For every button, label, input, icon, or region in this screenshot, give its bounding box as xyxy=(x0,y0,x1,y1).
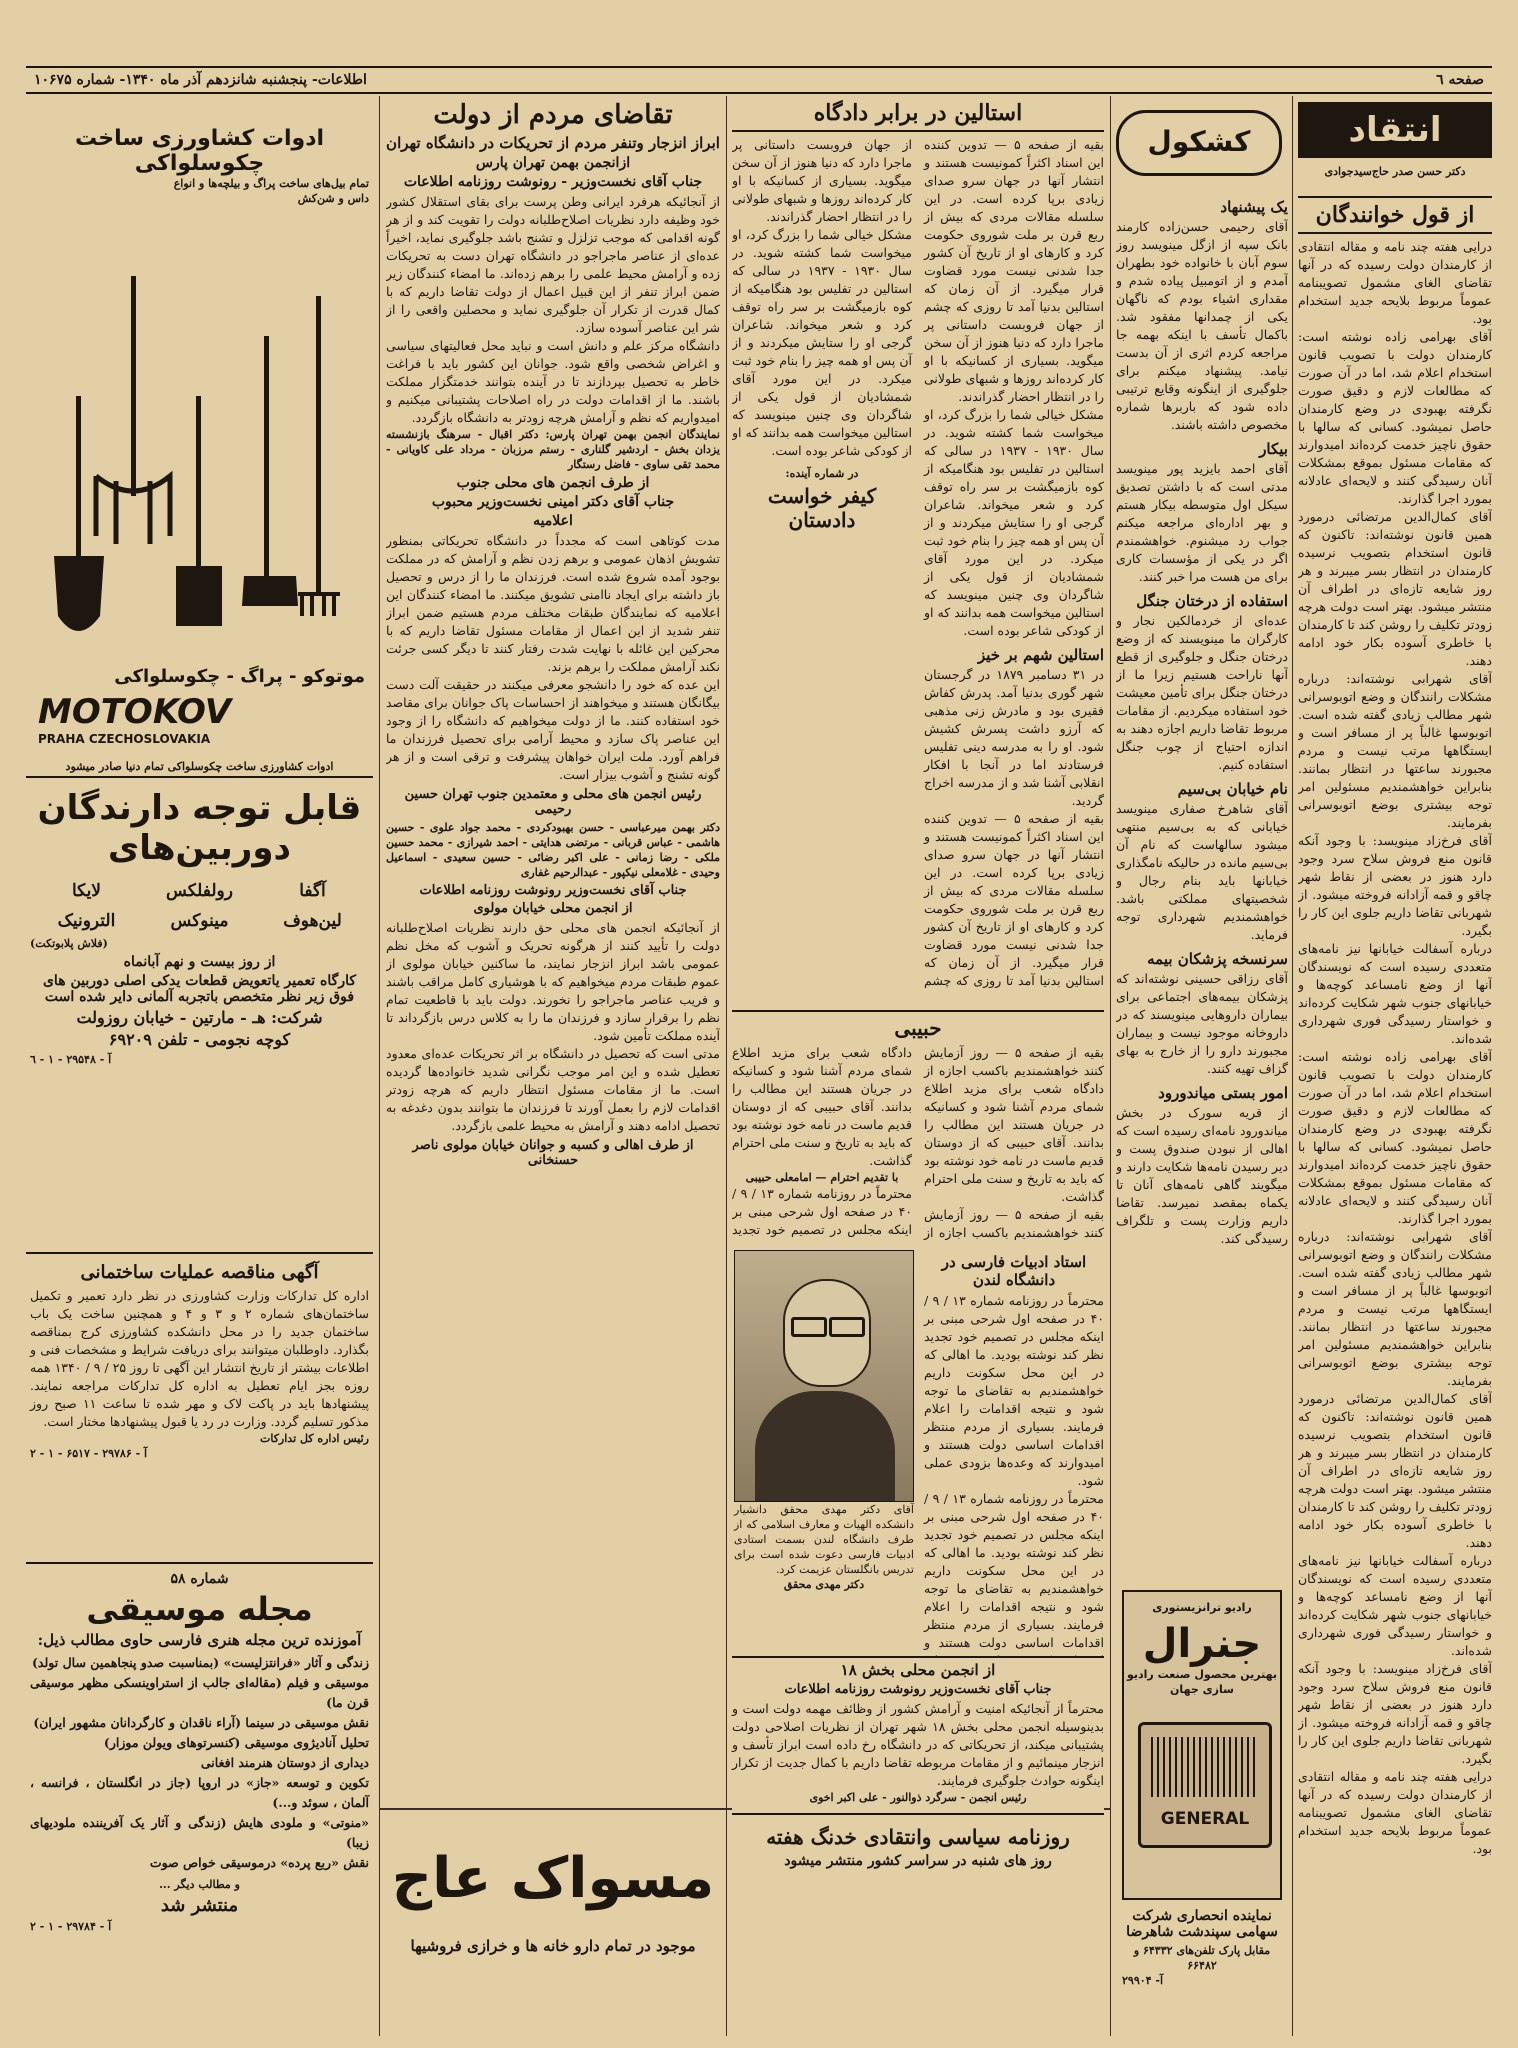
professor-name: دکتر مهدی محقق xyxy=(783,1578,865,1591)
ads-column xyxy=(26,96,373,2036)
habibi-title: حبیبی xyxy=(894,1016,942,1040)
professor-photo xyxy=(734,1250,914,1502)
brand-name: لایکا xyxy=(72,881,101,901)
stalin-article-body xyxy=(732,136,1104,1006)
section-text: از قریه سورک در بخش میاندورود نامه‌ای رسیده است که اهالی از نبودن صندوق پست و دیر رسیدن نامه‌ها شکایت دارند و میگویند گاهی نامه‌های آنان تا یکماه بمقصد نمیرسد. تقاضا داریم وزارت پست و تلگراف رسیدگی کند. xyxy=(1116,1105,1288,1246)
critique-para: آقای شهرابی نوشته‌اند: درباره مشکلات رانندگان و وضع اتوبوسرانی شهر مطالب زیادی گفته شده است. اتوبوسها غالباً پر از مسافر است و ایستگاهها مرتب نیست و مردم مجبورند ساعتها در انتظار بمانند. بنابراین خواهشمندیم مسئولین امر توجه بیشتری بوضع اتوبوسرانی بفرمایند. xyxy=(1298,1229,1492,1388)
section-text: آقای رحیمی حسن‌زاده کارمند بانک سپه از ازگل مینویسد روز سوم آبان با خانواده خود بطهران آمدم و از اتومبیل پیاده شدم و مقداری اشیاء بودم که ناگهان یکی از چمدانها مفقود شد. باکمال تأسف با اینکه بهمه جا مراجعه کردم اثری از آن بدست نیامد. پیشنهاد میکنم برای جلوگیری از اینگونه وقایع ترتیبی داده شود که باربرها شماره مخصوص داشته باشند. xyxy=(1116,219,1288,432)
demands-subtitle: ابراز انزجار وتنفر مردم از تحریکات در دانشگاه تهران xyxy=(386,134,720,152)
magazine-more: و مطالب دیگر ... xyxy=(159,1878,240,1891)
critique-para: آقای بهرامی زاده نوشته است: کارمندان دولت با تصویب قانون استخدام اعلام شد، اما در آن صورت که مطالعات لازم و دقیق صورت نگرفته بهبودی در وضع کارمندان حاصل نمیشود. کسانی که سالها با حقوق ناچیز خدمت کرده‌اند امیدوارند که مقامات مسئول بموقع بمشکلات آنان رسیدگی کنند و لایحه‌ای عادلانه بمورد اجرا گذارند. xyxy=(1298,1049,1492,1226)
demands-signatures: نمایندگان انجمن بهمن تهران پارس: دکتر اقبال - سرهنگ بازنشسته یزدان بخش - اردشیر گلناری - رستم مرزبان - مرداد علی کاویانی - محمد تقی ساوی - فاضل رستگار xyxy=(386,428,720,471)
critique-author: دکتر حسن صدر حاج‌سیدجوادی xyxy=(1324,165,1466,178)
camera-note: (فلاش پلابوتکت) xyxy=(30,937,108,950)
demands-sub3: جناب آقای نخست‌وزیر - رونوشت روزنامه اطلاعات xyxy=(403,174,703,190)
magazine-item: زندگی و آثار «فرانتزلیست» (بمناسبت صدو پنجاهمین سال تولد) xyxy=(32,1655,369,1670)
critique-logo: انتقاد xyxy=(1298,102,1492,158)
camera-text: کارگاه تعمیر یاتعویض قطعات یدکی اصلی دوربین های فوق زیر نظر متخصص باتجربه آلمانی دایر شده است xyxy=(42,973,357,1005)
district18-section xyxy=(732,1656,1104,2026)
demands-text: از آنجائیکه انجمن های محلی حق دارند نظریات اصلاح‌طلبانه دولت را تأیید کنند از هرگونه تحریک و آشوب که مخل نظم عمومی باشد ابراز انزجار نمایند، ما ساکنین خیابان مولوی از عموم طبقات مردم میخواهیم که با هوشیاری کامل مراقب باشند و فریب عناصر ماجراجو را نخورند. دولت باید با قاطعیت تمام نظم را برقرار سازد و فرزندان ما را به کلاس درس بازگرداند تا آینده مملکت تأمین شود. xyxy=(386,920,720,1043)
section-heading: یک پیشنهاد xyxy=(1220,198,1288,216)
page-header xyxy=(26,66,1492,94)
motokov-latin: MOTOKOV xyxy=(38,692,232,732)
camera-company: شرکت: هـ - مارتین - خیابان روزولت xyxy=(76,1008,323,1027)
section-heading: سرنسخه پزشکان بیمه xyxy=(1147,950,1288,968)
magazine-item: تحلیل آنادیژوی موسیقی (کنسرتوهای ویولن موزار) xyxy=(103,1735,369,1750)
letter-text: محترماً در روزنامه شماره ۱۳ / ۹ / ۴۰ در صفحه اول شرحی مبنی بر اینکه مجلس در تصمیم خود تجدید نظر کند نوشته بودید. ما اهالی که در این محل سکونت داریم خواهشمندیم به تقاضای ما توجه شود و نتیجه اقدامات را اعلام فرمایند. بسیاری از مردم منتظر اقدامات اساسی دولت هستند و امیدوارند که وعده‌ها بزودی عملی شود. xyxy=(924,1293,1104,1488)
critique-para: آقای فرخ‌زاد مینویسد: با وجود آنکه قانون منع فروش سلاح سرد وجود دارد هنوز در بعضی از نقاط شهر چاقو و قمه آزادانه فروخته میشود. از شهربانی تقاضا داریم جلوی این کار را بگیرد. xyxy=(1298,1661,1492,1766)
magazine-published: منتشر شد xyxy=(160,1895,239,1916)
motokov-footer: ادوات کشاورزی ساخت چکوسلواکی تمام دنیا صادر میشود xyxy=(65,760,334,773)
column-rule xyxy=(1292,96,1293,2036)
district18-sub: جناب آقای نخست‌وزیر رونوشت روزنامه اطلاعات xyxy=(784,1682,1052,1697)
speaker-grille-icon xyxy=(1151,1737,1255,1797)
motokov-brand: موتوکو - پراگ - چکوسلواکی xyxy=(114,666,365,687)
habibi-text: بقیه از صفحه ۵ — روز آزمایش کنند خواهشمندیم باکسب اجازه از دادگاه شعب برای مزید اطلاع شمای مردم آشنا شود و کسانیکه در جریان هستند این مطالب را بدانند. آقای حبیبی که از دوستان قدیم ماست در نامه خود نوشته بود که باید به تاریخ و سنت ملی احترام گذاشت. xyxy=(732,1045,1104,1240)
section-text: آقای احمد بایزید پور مینویسد مدتی است که با داشتن تصدیق سیکل اول متوسطه بیکار هستم و بهر اداره‌ای مراجعه میکنم جواب رد میشنوم. خواهشمندم اگر در یکی از مؤسسات کاری برای من هست مرا خبر کنند. xyxy=(1116,461,1288,584)
khadang-ad xyxy=(732,1813,1104,1869)
kashkool-logo-box xyxy=(1116,96,1288,192)
demands-sig2: از طرف انجمن های محلی جنوب xyxy=(456,475,650,491)
district18-title: از انجمن محلی بخش ۱۸ xyxy=(840,1661,996,1679)
magazine-item: تکوین و توسعه «جاز» در اروپا (جاز در انگلستان ، فرانسه ، آلمان ، سوئد و...) xyxy=(30,1775,369,1810)
magazine-sub: آموزنده ترین مجله هنری فارسی حاوی مطالب ذیل: xyxy=(37,1631,362,1649)
stalin-title: استالین در برابر دادگاه xyxy=(732,100,1104,132)
critique-title: از قول خوانندگان xyxy=(1298,196,1492,234)
magazine-issue: شماره ۵۸ xyxy=(170,1571,229,1587)
radio-ad-latin: GENERAL xyxy=(1160,1809,1250,1829)
tools-illustration xyxy=(36,276,356,656)
column-rule xyxy=(379,96,380,2036)
section-text: آقای رزاقی حسینی نوشته‌اند که پزشکان بیمه‌های اجتماعی برای بیماران داروهایی مینویسند که در داروخانه موجود نیست و بیماران مجبورند دارو را از خارج به بهای گزاف تهیه کنند. xyxy=(1116,971,1288,1076)
critique-column xyxy=(1298,96,1492,2036)
critique-para: درایی هفته چند نامه و مقاله انتقادی از کارمندان دولت رسیده که در آنها تقاضای الغای مشمول تصویبنامه عموماً مربوط بلایحه جدید استخدام بود. xyxy=(1298,239,1492,326)
miswak-sub: موجود در تمام دارو خانه ها و خرازی فروشیها xyxy=(410,1937,696,1955)
professor-section xyxy=(732,1250,1104,1688)
demands-text: مدت کوتاهی است که مجدداً در دانشگاه تحریکاتی بمنظور تشویش اذهان عمومی و برهم زدن نظم و آرامش که در مملکت بوجود آمده شروع شده است. فرزندان ما را از درس و تحصیل باز داشته برای ایجاد ناامنی تشویق میکنند. ما امضاء کنندگان این اعلامیه که نمایندگان طبقات مختلف مردم هستیم ضمن ابراز تنفر شدید از این اعمال از مقامات مسئول تقاضا داریم که با محرکین این غائله با نهایت شدت رفتار کنند تا دیگر کسی جرئت نکند آرامش مملکت را برهم بزند. xyxy=(386,533,720,674)
letter-text: محترماً در روزنامه شماره ۱۳ / ۹ / ۴۰ در صفحه اول شرحی مبنی بر اینکه مجلس در تصمیم خود تجدید نظر کند نوشته بودید. ما اهالی که در این محل سکونت داریم خواهشمندیم به تقاضای ما توجه شود و نتیجه اقدامات را اعلام فرمایند. بسیاری از مردم منتظر اقدامات اساسی دولت هستند و xyxy=(924,1491,1104,1650)
letter-text: محترماً در روزنامه شماره ۱۳ / ۹ / ۴۰ در صفحه اول شرحی مبنی بر اینکه مجلس در تصمیم خود تجدید xyxy=(732,1186,912,1237)
radio-ad-sub: رادیو ترانزیستوری xyxy=(1152,1601,1252,1614)
demands-sub2: ازانجمن بهمن تهران پارس xyxy=(475,155,631,171)
magazine-item: «منوتی» و ملودی هایش (زندگی و آثار یک آفریننده ملودیهای زیبا) xyxy=(30,1815,369,1850)
section-heading: استفاده از درختان جنگل xyxy=(1136,592,1288,610)
demands-sig5: رئیس انجمن های محلی و معتمدین جنوب تهران حسین رحیمی xyxy=(404,787,702,817)
khadang-sub: روز های شنبه در سراسر کشور منتشر میشود xyxy=(784,1853,1052,1869)
radio-ad-phone: مقابل پارک تلفن‌های ۶۴۳۳۲ و ۶۶۴۸۲ xyxy=(1133,1944,1271,1972)
radio-ad-dealer: نماینده انحصاری شرکت سهامی سپندشت شاهرضا xyxy=(1126,1908,1278,1940)
music-magazine-ad xyxy=(26,1564,373,1938)
professor-photo-block xyxy=(734,1250,914,1688)
suit-illustration xyxy=(755,1391,895,1502)
miswak-title: مسواک عاج xyxy=(391,1846,715,1911)
tender-sign: رئیس اداره کل تدارکات xyxy=(259,1432,369,1445)
tender-ad xyxy=(26,1254,373,1564)
demands-sig8: از انجمن محلی خیابان مولوی xyxy=(473,901,633,916)
district18-signature: رئیس انجمن - سرگرد ذوالنور - علی اکبر اخوی xyxy=(809,1791,1027,1804)
camera-sub: دوربین‌های xyxy=(108,828,291,868)
stalin-subtitle: استالین شهم بر خیز xyxy=(977,646,1104,664)
magazine-title: مجله موسیقی xyxy=(86,1590,313,1628)
motokov-latin-sub: PRAHA CZECHOSLOVAKIA xyxy=(38,732,211,746)
camera-title: قابل توجه دارندگان xyxy=(37,788,362,828)
critique-logo-box xyxy=(1298,96,1492,192)
stalin-text: مشکل خیالی شما را بزرگ کرد، او میخواست شما کشته شوید. در سال ۱۹۳۰ - ۱۹۳۷ در سالی که استالین در تفلیس بود هنگامیکه از کوه بازمیگشت بر سر راه توقف کرد و شعر میخواند. شاعران گرجی او را ستایش میکردند و از آن پس او همه چیز را بنام خود ثبت میکرد. در این مورد آقای شمشادیان از قول یکی از شاگردان وی چنین مینویسد که استالین میخواست همه بدانند که او از کودکی شاعر بوده است. xyxy=(924,407,1104,638)
critique-para: آقای شهرابی نوشته‌اند: درباره مشکلات رانندگان و وضع اتوبوسرانی شهر مطالب زیادی گفته شده است. اتوبوسها غالباً پر از مسافر است و ایستگاهها مرتب نیست و مردم مجبورند ساعتها در انتظار بمانند. بنابراین خواهشمندیم مسئولین امر توجه بیشتری بوضع اتوبوسرانی بفرمایند. xyxy=(1298,671,1492,830)
section-text: عده‌ای از خردمالکین نجار و کارگران ما مینویسند که از وضع درختان جنگل و جلوگیری از قطع آنها ناراحت هستیم زیرا ما از درختان جنگل برای تأمین معیشت خود استفاده میکردیم. از مقامات مربوط تقاضا داریم اجازه دهند به اندازه احتیاج از چوب جنگل استفاده کنیم. xyxy=(1116,613,1288,772)
section-text: آقای شاهرخ صفاری مینویسد خیابانی که به بی‌سیم منتهی میشود سالهاست که نام آن بی‌سیم مانده در حالیکه نامگذاری خیابانها باید بنام رجال و شخصیتهای مملکتی باشد. خواهشمندیم شهرداری توجه فرماید. xyxy=(1116,801,1288,942)
critique-para: آقای کمال‌الدین مرتضائی درمورد همین قانون نوشته‌اند: تاکنون که قانون استخدام بتصویب نرسیده کارمندان در انتظار بسر میبرند و هر روز شایعه تازه‌ای در اطراف آن منتشر میشود. بهتر است دولت هرچه زودتر تکلیف را روشن کند تا کارمندان با خاطری آسوده بکار خود ادامه دهند. xyxy=(1298,1391,1492,1550)
brand-name: الترونیک xyxy=(57,911,116,931)
page-number: صفحه ٦ xyxy=(1436,72,1484,88)
brand-name: رولفلکس xyxy=(166,881,233,901)
rake-icon xyxy=(298,296,340,616)
stalin-text: بقیه از صفحه ۵ — تدوین کننده این اسناد اکثراً کمونیست هستند و انتشار آنها در جهان سرو صدای زیادی برپا کرده است. در این سلسله مقالات مردی که بیش از ربع قرن بر ملت شوروی حکومت کرد و کارهای او از تاریخ آن کشور جدا شدنی نیست مورد قضاوت قرار میگیرد. از آن زمان که استالین بدنیا آمد تا روزی که چشم از جهان فروبست داستانی پر ماجرا دارد که دنیا هنوز از آن سخن میگوید. بسیاری از کسانیکه با او کار کرده‌اند روزها و شبهای طولانی را در انتظار احضار گذراندند. xyxy=(732,137,1104,988)
glasses-icon xyxy=(791,1317,827,1337)
stalin-text: در ۳۱ دسامبر ۱۸۷۹ در گرجستان شهر گوری بدنیا آمد. پدرش کفاش فقیری بود و مادرش زنی مذهبی که آرزو داشت پسرش کشیش شود. او را به مدرسه دینی تفلیس فرستادند اما در آنجا با افکار انقلابی آشنا شد و از مدرسه اخراج گردید. xyxy=(924,667,1104,808)
khadang-title: روزنامه سیاسی وانتقادی خدنگ هفته xyxy=(766,1825,1070,1849)
radio-ad-code: آ- ۲۹۹۰۴ xyxy=(1122,1974,1163,1987)
habibi-section xyxy=(732,1010,1104,1244)
habibi-text: بقیه از صفحه ۵ — روز آزمایش کنند خواهشمندیم باکسب اجازه از دادگاه شعب برای مزید اطلاع شمای مردم آشنا شود و کسانیکه در جریان هستند این مطالب را بدانند. آقای حبیبی که از دوستان قدیم ماست در نامه خود نوشته بود که باید به تاریخ و سنت ملی احترام گذاشت. xyxy=(924,1045,1104,1204)
professor-caption: آقای دکتر مهدی محقق دانشیار دانشکده الهیات و معارف اسلامی که از طرف دانشگاه لندن بسمت استادی ادبیات فارسی دعوت شده است برای تدریس بانگلستان عزیمت کرد. xyxy=(734,1503,914,1576)
critique-para: آقای بهرامی زاده نوشته است: کارمندان دولت با تصویب قانون استخدام اعلام شد، اما در آن صورت که مطالعات لازم و دقیق صورت نگرفته بهبودی در وضع کارمندان حاصل نمیشود. کسانی که سالها با حقوق ناچیز خدمت کرده‌اند امیدوارند که مقامات مسئول بموقع بمشکلات آنان رسیدگی کنند و لایحه‌ای عادلانه بمورد اجرا گذارند. xyxy=(1298,329,1492,506)
demands-column xyxy=(386,96,720,2036)
demands-sig6: دکتر بهمن میرعباسی - حسن بهبودکردی - محمد جواد علوی - حسین هاشمی - عباس قربانی - مرتضی هدایتی - احمد شیرازی - محمد حسین ملکی - رضا زمانی - علی اکبر رضائی - حسین سعیدی - اسماعیل وحیدی - غلامعلی نیکپور - عبدالرحیم غفاری xyxy=(386,821,720,879)
professor-text-block xyxy=(924,1250,1104,1688)
district18-text: محترماً از آنجائیکه امنیت و آرامش کشور از وظائف مهمه دولت است و بدینوسیله انجمن محلی بخش ۱۸ شهر تهران از نظریات اصلاحی دولت پشتیبانی میکند، از تحریکاتی که در دانشگاه رخ داده است ابراز تأسف و انزجار مینمائیم و از مقامات مربوطه تقاضا داریم با کمال جدیت از تکرار اینگونه حوادث جلوگیری فرمایند. xyxy=(732,1701,1104,1788)
habibi-signature: با تقدیم احترام — امامعلی حبیبی xyxy=(745,1171,899,1184)
radio-ad-tagline: بهترین محصول صنعت رادیو سازی جهان xyxy=(1126,1668,1277,1696)
section-heading: بیکار xyxy=(1259,440,1288,458)
motokov-sub: تمام بیل‌های ساخت پراگ و بیلچه‌ها و انواع داس و شن‌کش xyxy=(173,177,369,205)
professor-title: استاد ادبیات فارسی در دانشگاه لندن xyxy=(941,1253,1087,1289)
magazine-item: موسیقی و فیلم (مقاله‌ای جالب از استراوینسکی مظهر موسیقی قرن ما) xyxy=(30,1675,369,1710)
critique-para: درباره آسفالت خیابانها نیز نامه‌های متعددی رسیده است که نویسندگان آنها از وضع نامساعد کوچه‌ها و خیابانهای جنوب شهر شکایت کرده‌اند و خواستار رسیدگی فوری شهرداری شده‌اند. xyxy=(1298,1553,1492,1658)
miswak-ad xyxy=(386,1816,720,2026)
demands-sig9: از طرف اهالی و کسبه و جوانان خیابان مولوی ناصر حسنخانی xyxy=(412,1138,694,1168)
brand-name: لین‌هوف xyxy=(283,911,342,931)
radio-ad-brand: جنرال xyxy=(1142,1621,1262,1667)
magazine-code: آ - ۲۹۷۸۴ - ۱ - ۲ xyxy=(30,1920,112,1933)
motokov-ad xyxy=(26,126,373,778)
brand-name: مینوکس xyxy=(170,911,229,931)
radio-illustration xyxy=(1138,1722,1272,1848)
demands-sig3: جناب آقای دکتر امینی نخست‌وزیر محبوب xyxy=(431,494,675,510)
spade-icon xyxy=(176,396,222,626)
stalin-text: بقیه از صفحه ۵ — تدوین کننده این اسناد اکثراً کمونیست هستند و انتشار آنها در جهان سرو صدای زیادی برپا کرده است. در این سلسله مقالات مردی که بیش از ربع قرن بر ملت شوروی حکومت کرد و کارهای او از تاریخ آن کشور جدا شدنی نیست مورد قضاوت قرار میگیرد. از آن زمان که استالین بدنیا آمد تا روزی که چشم از جهان فروبست داستانی پر ماجرا دارد که دنیا هنوز از آن سخن میگوید. بسیاری از کسانیکه با او کار کرده‌اند روزها و شبهای طولانی را در انتظار احضار گذراندند. xyxy=(924,137,1104,404)
habibi-body xyxy=(732,1044,1104,1244)
demands-text: دانشگاه مرکز علم و دانش است و نباید محل فعالیتهای سیاسی و اغراض شخصی واقع شود. جوانان این کشور باید با فراغت خاطر به تحصیل بپردازند تا در آینده بتوانند خدمتگزار مملکت باشند. ما از اقدامات دولت در راه اصلاحات پشتیبانی میکنیم و امیدواریم که نظم و آرامش هرچه زودتر به دانشگاه بازگردد. xyxy=(386,338,720,425)
demands-text: مدتی است که تحصیل در دانشگاه بر اثر تحریکات عده‌ای معدود تعطیل شده و این امر موجب نگرانی شدید خانواده‌ها گردیده است. ما از مقامات مسئول انتظار داریم که هرچه زودتر اقدامات لازم را بعمل آورند تا فرزندان ما بتوانند بدون دغدغه به تحصیل ادامه دهند و آرامش به محیط علمی بازگردد. xyxy=(386,1046,720,1133)
glasses-icon xyxy=(829,1317,865,1337)
camera-code: آ - ۲۹۵۴۸ - ۱ - ٦ xyxy=(30,1053,112,1066)
critique-para: آقای کمال‌الدین مرتضائی درمورد همین قانون نوشته‌اند: تاکنون که قانون استخدام بتصویب نرسیده کارمندان در انتظار بسر میبرند و هر روز شایعه تازه‌ای در اطراف آن منتشر میشود. بهتر است دولت هرچه زودتر تکلیف را روشن کند تا کارمندان با خاطری آسوده بکار خود ادامه دهند. xyxy=(1298,509,1492,668)
next-issue-title: کیفر خواست دادستان xyxy=(767,484,877,532)
demands-sig7: جناب آقای نخست‌وزیر رونوشت روزنامه اطلاعات xyxy=(419,883,687,898)
magazine-item: نقش موسیقی در سینما (آراء ناقدان و کارگردانان مشهور ایران) xyxy=(33,1715,369,1730)
critique-para: درایی هفته چند نامه و مقاله انتقادی از کارمندان دولت رسیده که در آنها تقاضای الغای مشمول تصویبنامه عموماً مربوط بلایحه جدید استخدام بود. xyxy=(1298,1769,1492,1856)
column-rule xyxy=(726,96,727,2036)
magazine-item: دیداری از دوستان هنرمند افغانی xyxy=(200,1755,369,1770)
motokov-title: ادوات کشاورزی ساخت چکوسلواکی xyxy=(74,126,325,176)
issue-line: اطلاعات- پنجشنبه شانزدهم آذر ماه ۱۳۴۰- شماره ۱۰۶۷۵ xyxy=(34,72,367,88)
magazine-item: نقش «ربع پرده» درموسیقی خواص صوت xyxy=(149,1855,369,1870)
next-issue-label: در شماره آینده: xyxy=(785,467,859,480)
stalin-text: مشکل خیالی شما را بزرگ کرد، او میخواست شما کشته شوید. در سال ۱۹۳۰ - ۱۹۳۷ در سالی که استالین در تفلیس بود هنگامیکه از کوه بازمیگشت بر سر راه توقف کرد و شعر میخواند. شاعران گرجی او را ستایش میکردند و از آن پس او همه چیز را بنام خود ثبت میکرد. در این مورد آقای شمشادیان از قول یکی از شاگردان وی چنین مینویسد که استالین میخواست همه بدانند که او از کودکی شاعر بوده است. xyxy=(732,227,913,458)
critique-para: آقای فرخ‌زاد مینویسد: با وجود آنکه قانون منع فروش سلاح سرد وجود دارد هنوز در بعضی از نقاط شهر چاقو و قمه آزادانه فروخته میشود. از شهربانی تقاضا داریم جلوی این کار را بگیرد. xyxy=(1298,833,1492,938)
general-radio-ad xyxy=(1122,1590,1282,2010)
critique-para: درباره آسفالت خیابانها نیز نامه‌های متعددی رسیده است که نویسندگان آنها از وضع نامساعد کوچه‌ها و خیابانهای جنوب شهر شکایت کرده‌اند و خواستار رسیدگی فوری شهرداری شده‌اند. xyxy=(1298,941,1492,1046)
demands-text: این عده که خود را دانشجو معرفی میکنند در حقیقت آلت دست بیگانگان هستند و میخواهند از احساسات پاک جوانان برای مقاصد خود استفاده کنند. ما از دولت میخواهیم که دانشگاه را از وجود این عناصر پاک سازد و محیط آرامی برای تحصیل فرزندان ما فراهم آورد. ملت ایران خواهان پیشرفت و ترقی است و از هر گونه تشنج و آشوب بیزار است. xyxy=(386,677,720,782)
tender-code: آ - ۲۹۷۸۶ - ۶۵۱۷ - ۱ - ۲ xyxy=(30,1447,148,1460)
tender-text: اداره کل تدارکات وزارت کشاورزی در نظر دارد تعمیر و تکمیل ساختمان‌های شماره ۲ و ۳ و ۴ و همچنین ساخت یک باب ساختمان جدید را در محل دانشکده کشاورزی کرج بمناقصه بگذارد. داوطلبان میتوانند برای دریافت شرایط و مشخصات فنی و اطلاعات بیشتر از تاریخ انتشار این آگهی تا روز ۲۵ / ۹ / ۱۳۴۰ همه روزه بجز ایام تعطیل به اداره کل تدارکات مراجعه نمایند. پیشنهادها باید در پاکت لاک و مهر شده تا ساعت ۱۱ صبح روز مذکور تسلیم گردد. وزارت در رد یا قبول پیشنهادها مختار است. xyxy=(30,1288,370,1429)
camera-phone: کوچه نجومی - تلفن ۶۹۲۰۹ xyxy=(108,1030,291,1049)
demands-text: از آنجائیکه هرفرد ایرانی وطن پرست برای بقای استقلال کشور خود وظیفه دارد نظریات اصلاح‌طلبانه دولت را تقویت کند و از هر گونه اقدامی که موجب تزلزل و تشنج باشد جلوگیری نماید، اخیراً عده‌ای از عناصر ماجراجو در دانشگاه تهران دست به تحریکات زده و آرامش محیط علمی را برهم زده‌اند. ما امضاء کنندگان زیر ضمن ابراز تنفر از این قبیل اعمال از دولت تقاضا داریم که با کمال قدرت از تکرار آن جلوگیری نماید و محصلین واقعی را از شر این عناصر آسوده سازد. xyxy=(386,194,720,335)
camera-date: از روز بیست و نهم آبانماه xyxy=(123,954,276,970)
tender-title: آگهی مناقصه عملیات ساختمانی xyxy=(80,1262,319,1283)
demands-sig4: اعلامیه xyxy=(533,513,573,529)
kashkool-logo: کشکول xyxy=(1116,110,1282,176)
section-heading: امور بستی میاندورود xyxy=(1158,1084,1288,1102)
demands-title: تقاضای مردم از دولت xyxy=(433,100,673,130)
camera-ad xyxy=(26,778,373,1254)
district18-rule xyxy=(732,1656,1104,1658)
brand-name: آگفا xyxy=(299,881,326,901)
hoe-icon xyxy=(242,336,298,606)
column-rule xyxy=(1110,96,1111,2036)
radio-ad-box xyxy=(1122,1590,1282,1900)
camera-brands-grid xyxy=(30,876,369,936)
section-heading: نام خیابان بی‌سیم xyxy=(1177,780,1288,798)
pitchfork-icon xyxy=(96,276,170,544)
